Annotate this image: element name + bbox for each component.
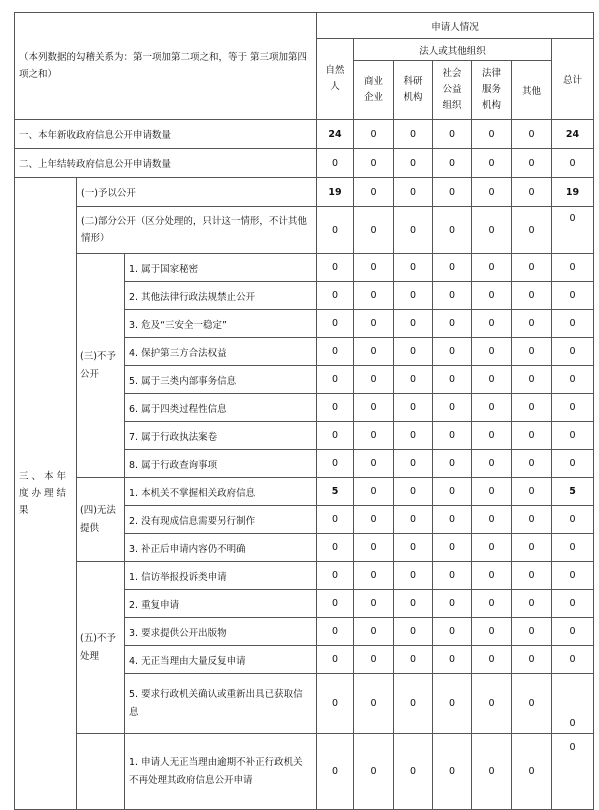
cell: 0: [317, 618, 354, 646]
cell: 0: [354, 338, 394, 366]
cell: 0: [394, 254, 433, 282]
cell: 0: [472, 562, 512, 590]
header-sub-other: 其他: [512, 61, 552, 120]
disclosure-table-page: [14, 12, 593, 810]
cell: 0: [472, 674, 512, 734]
cell: 0: [354, 366, 394, 394]
cell: 0: [354, 590, 394, 618]
cell: 0: [317, 366, 354, 394]
cell: 0: [317, 734, 354, 810]
cell: 0: [433, 734, 472, 810]
cell: 0: [394, 618, 433, 646]
row-label: 5. 属于三类内部事务信息: [125, 366, 317, 394]
cell: 0: [512, 254, 552, 282]
cell: 0: [472, 394, 512, 422]
header-legal-group: 法人或其他组织: [354, 39, 552, 61]
cell: 0: [394, 310, 433, 338]
section-results-label: 三、本年度办理结果: [15, 178, 77, 810]
header-applicant-group: 申请人情况: [317, 13, 594, 39]
cell: 0: [317, 562, 354, 590]
cell: 0: [354, 254, 394, 282]
cell: 0: [394, 207, 433, 254]
cell: 0: [354, 149, 394, 178]
cell: 0: [512, 478, 552, 506]
cell: 0: [354, 734, 394, 810]
cell: 0: [512, 562, 552, 590]
cell: 0: [317, 534, 354, 562]
header-sub-commercial: 商业企业: [354, 61, 394, 120]
header-sub-public-welfare: 社会公益组织: [433, 61, 472, 120]
cell: 0: [433, 562, 472, 590]
cell: 0: [433, 590, 472, 618]
cell: 0: [394, 450, 433, 478]
cell: 0: [354, 120, 394, 149]
cell: 0: [472, 178, 512, 207]
cell: 0: [512, 366, 552, 394]
cell: 0: [552, 618, 594, 646]
cell: 0: [394, 478, 433, 506]
cell: 0: [512, 534, 552, 562]
cell: 0: [472, 506, 512, 534]
group-other-label: [77, 734, 125, 810]
cell: 0: [472, 450, 512, 478]
cell: 0: [354, 478, 394, 506]
cell: 0: [354, 646, 394, 674]
cell: 0: [317, 590, 354, 618]
cell: 0: [394, 646, 433, 674]
row-disclosed-label: (一)予以公开: [77, 178, 317, 207]
cell: 0: [354, 534, 394, 562]
header-note: （本列数据的勾稽关系为：第一项加第二项之和，等于 第三项加第四项之和）: [15, 13, 317, 120]
cell: 0: [317, 450, 354, 478]
cell: 0: [394, 590, 433, 618]
row-partial-label: (二)部分公开（区分处理的，只计这一情形，不计其他情形）: [77, 207, 317, 254]
cell: 0: [394, 674, 433, 734]
cell: 0: [354, 450, 394, 478]
cell: 0: [512, 506, 552, 534]
row-label: 1. 本机关不掌握相关政府信息: [125, 478, 317, 506]
cell: 0: [512, 674, 552, 734]
cell: 0: [433, 149, 472, 178]
cell: 0: [394, 338, 433, 366]
cell: 0: [433, 618, 472, 646]
row-label: 7. 属于行政执法案卷: [125, 422, 317, 450]
cell: 0: [512, 590, 552, 618]
cell: 0: [394, 506, 433, 534]
cell: 0: [552, 734, 594, 810]
cell: 0: [433, 534, 472, 562]
cell: 0: [317, 646, 354, 674]
cell: 0: [512, 310, 552, 338]
cell: 0: [512, 338, 552, 366]
header-sub-legal-service: 法律服务机构: [472, 61, 512, 120]
cell: 0: [552, 149, 594, 178]
row-label: 3. 要求提供公开出版物: [125, 618, 317, 646]
cell: 0: [472, 282, 512, 310]
cell: 0: [433, 282, 472, 310]
cell: 0: [354, 618, 394, 646]
row-label: 1. 信访举报投诉类申请: [125, 562, 317, 590]
cell: 0: [433, 674, 472, 734]
cell: 0: [552, 506, 594, 534]
cell: 0: [394, 178, 433, 207]
cell: 0: [394, 534, 433, 562]
cell: 0: [552, 254, 594, 282]
cell: 0: [317, 207, 354, 254]
cell: 0: [354, 422, 394, 450]
header-sub-research: 科研机构: [394, 61, 433, 120]
cell: 0: [512, 120, 552, 149]
cell: 5: [317, 478, 354, 506]
cell: 0: [394, 366, 433, 394]
cell: 0: [354, 207, 394, 254]
cell: 0: [317, 394, 354, 422]
cell: 0: [433, 207, 472, 254]
cell: 0: [317, 310, 354, 338]
cell: 0: [317, 422, 354, 450]
cell: 0: [433, 254, 472, 282]
cell: 0: [512, 394, 552, 422]
row-label: 3. 补正后申请内容仍不明确: [125, 534, 317, 562]
cell: 0: [317, 506, 354, 534]
cell: 0: [512, 646, 552, 674]
cell: 24: [552, 120, 594, 149]
group-not-processed-label: (五)不予处理: [77, 562, 125, 734]
row-label: 1. 申请人无正当理由逾期不补正行政机关不再处理其政府信息公开申请: [125, 734, 317, 810]
cell: 0: [472, 734, 512, 810]
cell: 0: [552, 366, 594, 394]
cell: 0: [433, 422, 472, 450]
cell: 0: [433, 450, 472, 478]
cell: 0: [552, 282, 594, 310]
cell: 0: [433, 394, 472, 422]
cell: 0: [394, 734, 433, 810]
cell: 0: [472, 338, 512, 366]
cell: 0: [472, 646, 512, 674]
cell: 0: [354, 562, 394, 590]
cell: 0: [433, 178, 472, 207]
cell: 0: [317, 149, 354, 178]
cell: 0: [472, 310, 512, 338]
cell: 0: [354, 674, 394, 734]
cell: 5: [552, 478, 594, 506]
cell: 0: [512, 178, 552, 207]
cell: 0: [472, 618, 512, 646]
cell: 0: [552, 338, 594, 366]
row-label: 2. 没有现成信息需要另行制作: [125, 506, 317, 534]
row-carried-over-label: 二、上年结转政府信息公开申请数量: [15, 149, 317, 178]
cell: 0: [394, 562, 433, 590]
cell: 0: [394, 394, 433, 422]
cell: 0: [433, 478, 472, 506]
cell: 0: [552, 590, 594, 618]
row-label: 2. 重复申请: [125, 590, 317, 618]
cell: 0: [552, 674, 594, 734]
row-label: 3. 危及“三安全一稳定”: [125, 310, 317, 338]
cell: 0: [394, 282, 433, 310]
cell: 0: [472, 422, 512, 450]
cell: 0: [512, 282, 552, 310]
cell: 0: [433, 366, 472, 394]
cell: 0: [317, 254, 354, 282]
cell: 0: [433, 338, 472, 366]
cell: 0: [354, 178, 394, 207]
cell: 0: [354, 310, 394, 338]
cell: 19: [552, 178, 594, 207]
row-label: 6. 属于四类过程性信息: [125, 394, 317, 422]
cell: 0: [552, 450, 594, 478]
cell: 24: [317, 120, 354, 149]
cell: 0: [394, 422, 433, 450]
row-label: 2. 其他法律行政法规禁止公开: [125, 282, 317, 310]
row-label: 4. 无正当理由大量反复申请: [125, 646, 317, 674]
cell: 0: [394, 149, 433, 178]
cell: 0: [433, 310, 472, 338]
header-total: 总计: [552, 39, 594, 120]
header-natural-person: 自然人: [317, 39, 354, 120]
cell: 0: [552, 207, 594, 254]
cell: 0: [552, 534, 594, 562]
cell: 0: [552, 646, 594, 674]
cell: 0: [512, 450, 552, 478]
cell: 0: [394, 120, 433, 149]
cell: 0: [552, 394, 594, 422]
cell: 0: [472, 478, 512, 506]
cell: 0: [354, 282, 394, 310]
cell: 0: [512, 422, 552, 450]
row-label: 8. 属于行政查询事项: [125, 450, 317, 478]
cell: 0: [512, 207, 552, 254]
row-new-applications-label: 一、本年新收政府信息公开申请数量: [15, 120, 317, 149]
cell: 0: [512, 149, 552, 178]
cell: 0: [552, 310, 594, 338]
cell: 0: [472, 254, 512, 282]
cell: 0: [433, 646, 472, 674]
cell: 0: [317, 282, 354, 310]
group-cannot-provide-label: (四)无法提供: [77, 478, 125, 562]
cell: 0: [472, 590, 512, 618]
cell: 0: [512, 734, 552, 810]
disclosure-statistics-table: [14, 12, 594, 810]
cell: 0: [433, 506, 472, 534]
cell: 0: [354, 506, 394, 534]
cell: 0: [433, 120, 472, 149]
row-label: 4. 保护第三方合法权益: [125, 338, 317, 366]
cell: 0: [354, 394, 394, 422]
row-label: 1. 属于国家秘密: [125, 254, 317, 282]
cell: 0: [552, 562, 594, 590]
row-label: 5. 要求行政机关确认或重新出具已获取信息: [125, 674, 317, 734]
cell: 0: [552, 422, 594, 450]
cell: 0: [472, 534, 512, 562]
cell: 0: [472, 207, 512, 254]
cell: 0: [317, 338, 354, 366]
cell: 0: [472, 120, 512, 149]
cell: 0: [472, 366, 512, 394]
group-not-disclosed-label: (三)不予公开: [77, 254, 125, 478]
cell: 0: [317, 674, 354, 734]
cell: 0: [472, 149, 512, 178]
cell: 19: [317, 178, 354, 207]
cell: 0: [512, 618, 552, 646]
